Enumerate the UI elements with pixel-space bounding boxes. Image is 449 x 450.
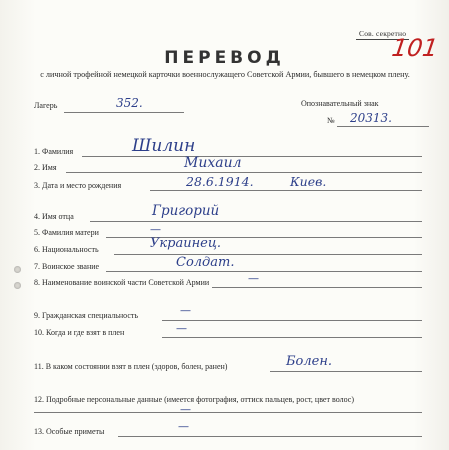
field-value-surname: Шилин xyxy=(132,136,196,156)
camp-value: 352. xyxy=(116,96,143,110)
punch-hole xyxy=(14,266,21,273)
tag-underline xyxy=(337,126,429,127)
field-underline xyxy=(150,190,422,191)
field-underline xyxy=(162,320,422,321)
field-label: 2. Имя xyxy=(34,163,57,172)
field-label: 11. В каком состоянии взят в плен (здоров, болен, ранен) xyxy=(34,362,228,371)
field-label: 4. Имя отца xyxy=(34,212,74,221)
field-label: 1. Фамилия xyxy=(34,147,74,156)
field-value-name: Михаил xyxy=(184,155,242,171)
field-label: 7. Воинское звание xyxy=(34,262,100,271)
tag-value: 20313. xyxy=(350,111,392,125)
tag-label: Опознавательный знак xyxy=(301,99,379,108)
field-value-unit: — xyxy=(248,272,259,285)
field-value-nationality: Украинец. xyxy=(150,236,222,251)
field-value-capture: — xyxy=(176,322,187,335)
field-underline xyxy=(82,156,422,157)
punch-hole xyxy=(14,282,21,289)
field-label: 5. Фамилия матери xyxy=(34,228,99,237)
field-underline xyxy=(66,172,422,173)
field-value-condition: Болен. xyxy=(286,354,333,369)
field-value-birth-place: Киев. xyxy=(290,174,327,189)
field-value-features: — xyxy=(178,420,189,433)
camp-label: Лагерь xyxy=(34,101,58,110)
field-underline xyxy=(114,254,422,255)
field-value-rank: Солдат. xyxy=(176,255,235,270)
field-value-details: — xyxy=(180,403,191,416)
field-label: 6. Национальность xyxy=(34,245,99,254)
field-label: 13. Особые приметы xyxy=(34,427,105,436)
camp-underline xyxy=(64,112,184,113)
field-underline xyxy=(106,271,422,272)
field-underline xyxy=(34,412,422,413)
field-value-father: Григорий xyxy=(152,203,220,219)
field-label: 8. Наименование воинской части Советской Армии xyxy=(34,278,210,287)
document-title: ПЕРЕВОД xyxy=(164,48,285,68)
field-label: 3. Дата и место рождения xyxy=(34,181,122,190)
field-label: 12. Подробные персональные данные (имеется фотография, оттиск пальцев, рост, цвет волос) xyxy=(34,395,354,404)
field-value-mother: — xyxy=(150,223,161,236)
field-value-birth-date: 28.6.1914. xyxy=(186,174,254,189)
field-underline xyxy=(90,221,422,222)
document-subtitle: с личной трофейной немецкой карточки военнослужащего Советской Армии, бывшего в немецком плену. xyxy=(40,70,410,79)
field-underline xyxy=(118,436,422,437)
tag-number-label: № xyxy=(327,116,335,125)
field-label: 10. Когда и где взят в плен xyxy=(34,328,125,337)
secrecy-stamp: Сов. секретно xyxy=(356,29,409,40)
field-underline xyxy=(270,371,422,372)
page-number: 101 xyxy=(390,34,440,62)
field-value-profession: — xyxy=(180,304,191,317)
field-underline xyxy=(212,287,422,288)
field-label: 9. Гражданская специальность xyxy=(34,311,139,320)
field-underline xyxy=(162,337,422,338)
